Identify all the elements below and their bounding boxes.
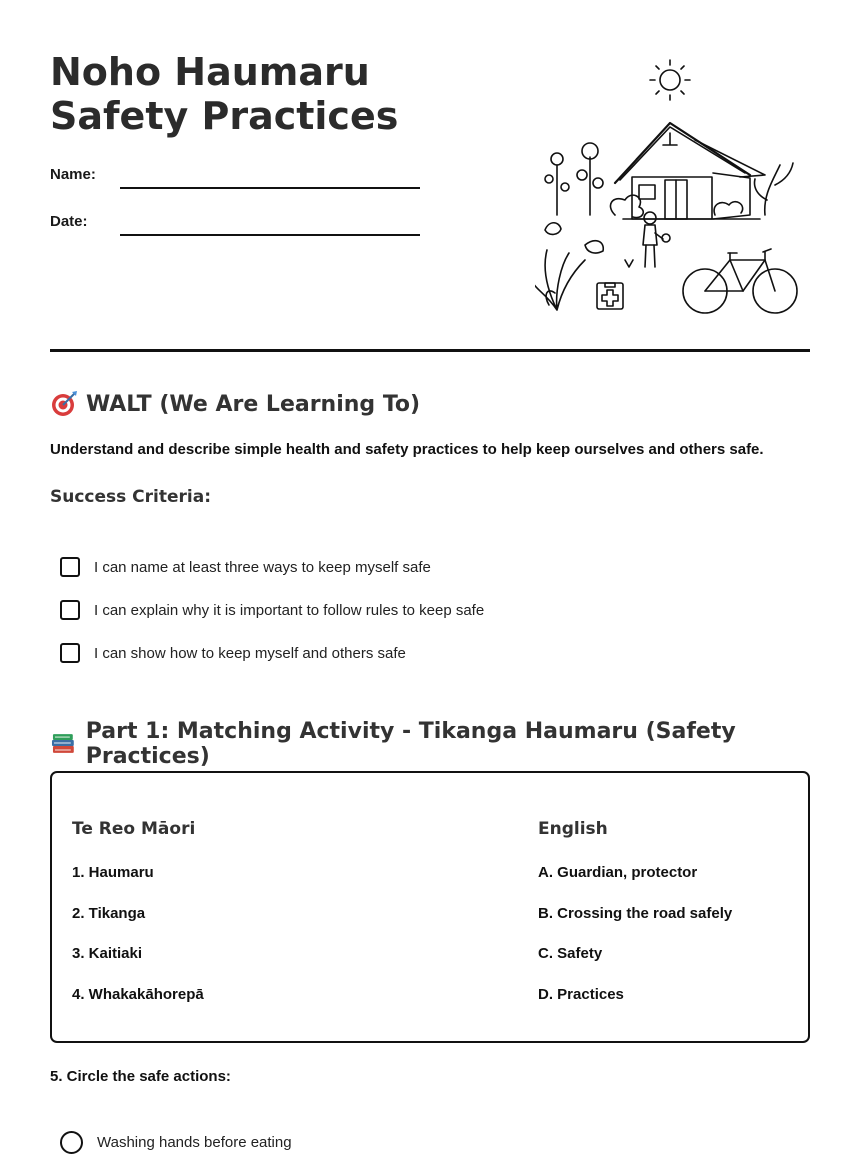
- maori-column-header: Te Reo Māori: [72, 819, 196, 839]
- date-label: Date:: [50, 213, 88, 230]
- safe-action-text: Washing hands before eating: [97, 1134, 292, 1151]
- english-column-header: English: [538, 819, 608, 839]
- safe-action-item: [60, 1131, 292, 1154]
- part1-heading: [50, 719, 860, 769]
- maori-term: 2. Tikanga: [72, 905, 146, 922]
- criteria-text: I can show how to keep myself and others safe: [94, 644, 406, 662]
- maori-term: 4. Whakakāhorepā: [72, 986, 204, 1003]
- criteria-item: [60, 557, 431, 577]
- success-criteria-title: Success Criteria:: [50, 487, 212, 507]
- header-divider: [50, 349, 810, 352]
- meeting-house-icon: [615, 123, 765, 219]
- date-field[interactable]: [120, 234, 420, 236]
- maori-term: 1. Haumaru: [72, 864, 154, 881]
- leaves-icon: [545, 223, 633, 267]
- walt-statement: Understand and describe simple health and safety practices to help keep ourselves and others safe.: [50, 441, 764, 458]
- english-term: A. Guardian, protector: [538, 864, 698, 881]
- criteria-checkbox[interactable]: [60, 600, 80, 620]
- criteria-text: I can name at least three ways to keep myself safe: [94, 558, 431, 576]
- criteria-checkbox[interactable]: [60, 643, 80, 663]
- walt-heading-text: WALT (We Are Learning To): [86, 391, 421, 417]
- criteria-text: I can explain why it is important to follow rules to keep safe: [94, 601, 485, 619]
- flax-plant-icon: [535, 250, 585, 310]
- part1-heading-text: Part 1: Matching Activity - Tikanga Haumaru (Safety Practices): [85, 719, 736, 769]
- english-term: B. Crossing the road safely: [538, 905, 733, 922]
- matching-box: [50, 771, 810, 1043]
- criteria-item: [60, 600, 484, 620]
- sun-icon: [650, 60, 690, 100]
- bicycle-icon: [683, 249, 797, 313]
- english-term: D. Practices: [538, 986, 624, 1003]
- name-field[interactable]: [120, 187, 420, 189]
- criteria-checkbox[interactable]: [60, 557, 80, 577]
- books-icon: [50, 730, 78, 758]
- person-icon: [643, 212, 670, 267]
- target-icon: [50, 390, 78, 418]
- safe-action-circle[interactable]: [60, 1131, 83, 1154]
- question5-prompt: 5. Circle the safe actions:: [50, 1068, 231, 1085]
- criteria-item: [60, 643, 406, 663]
- name-label: Name:: [50, 166, 96, 183]
- first-aid-icon: [597, 283, 623, 309]
- english-term: C. Safety: [538, 945, 603, 962]
- walt-heading: [50, 390, 420, 418]
- page-title: Noho Haumaru Safety Practices: [50, 50, 399, 138]
- maori-term: 3. Kaitiaki: [72, 945, 143, 962]
- safety-illustration: [535, 55, 805, 325]
